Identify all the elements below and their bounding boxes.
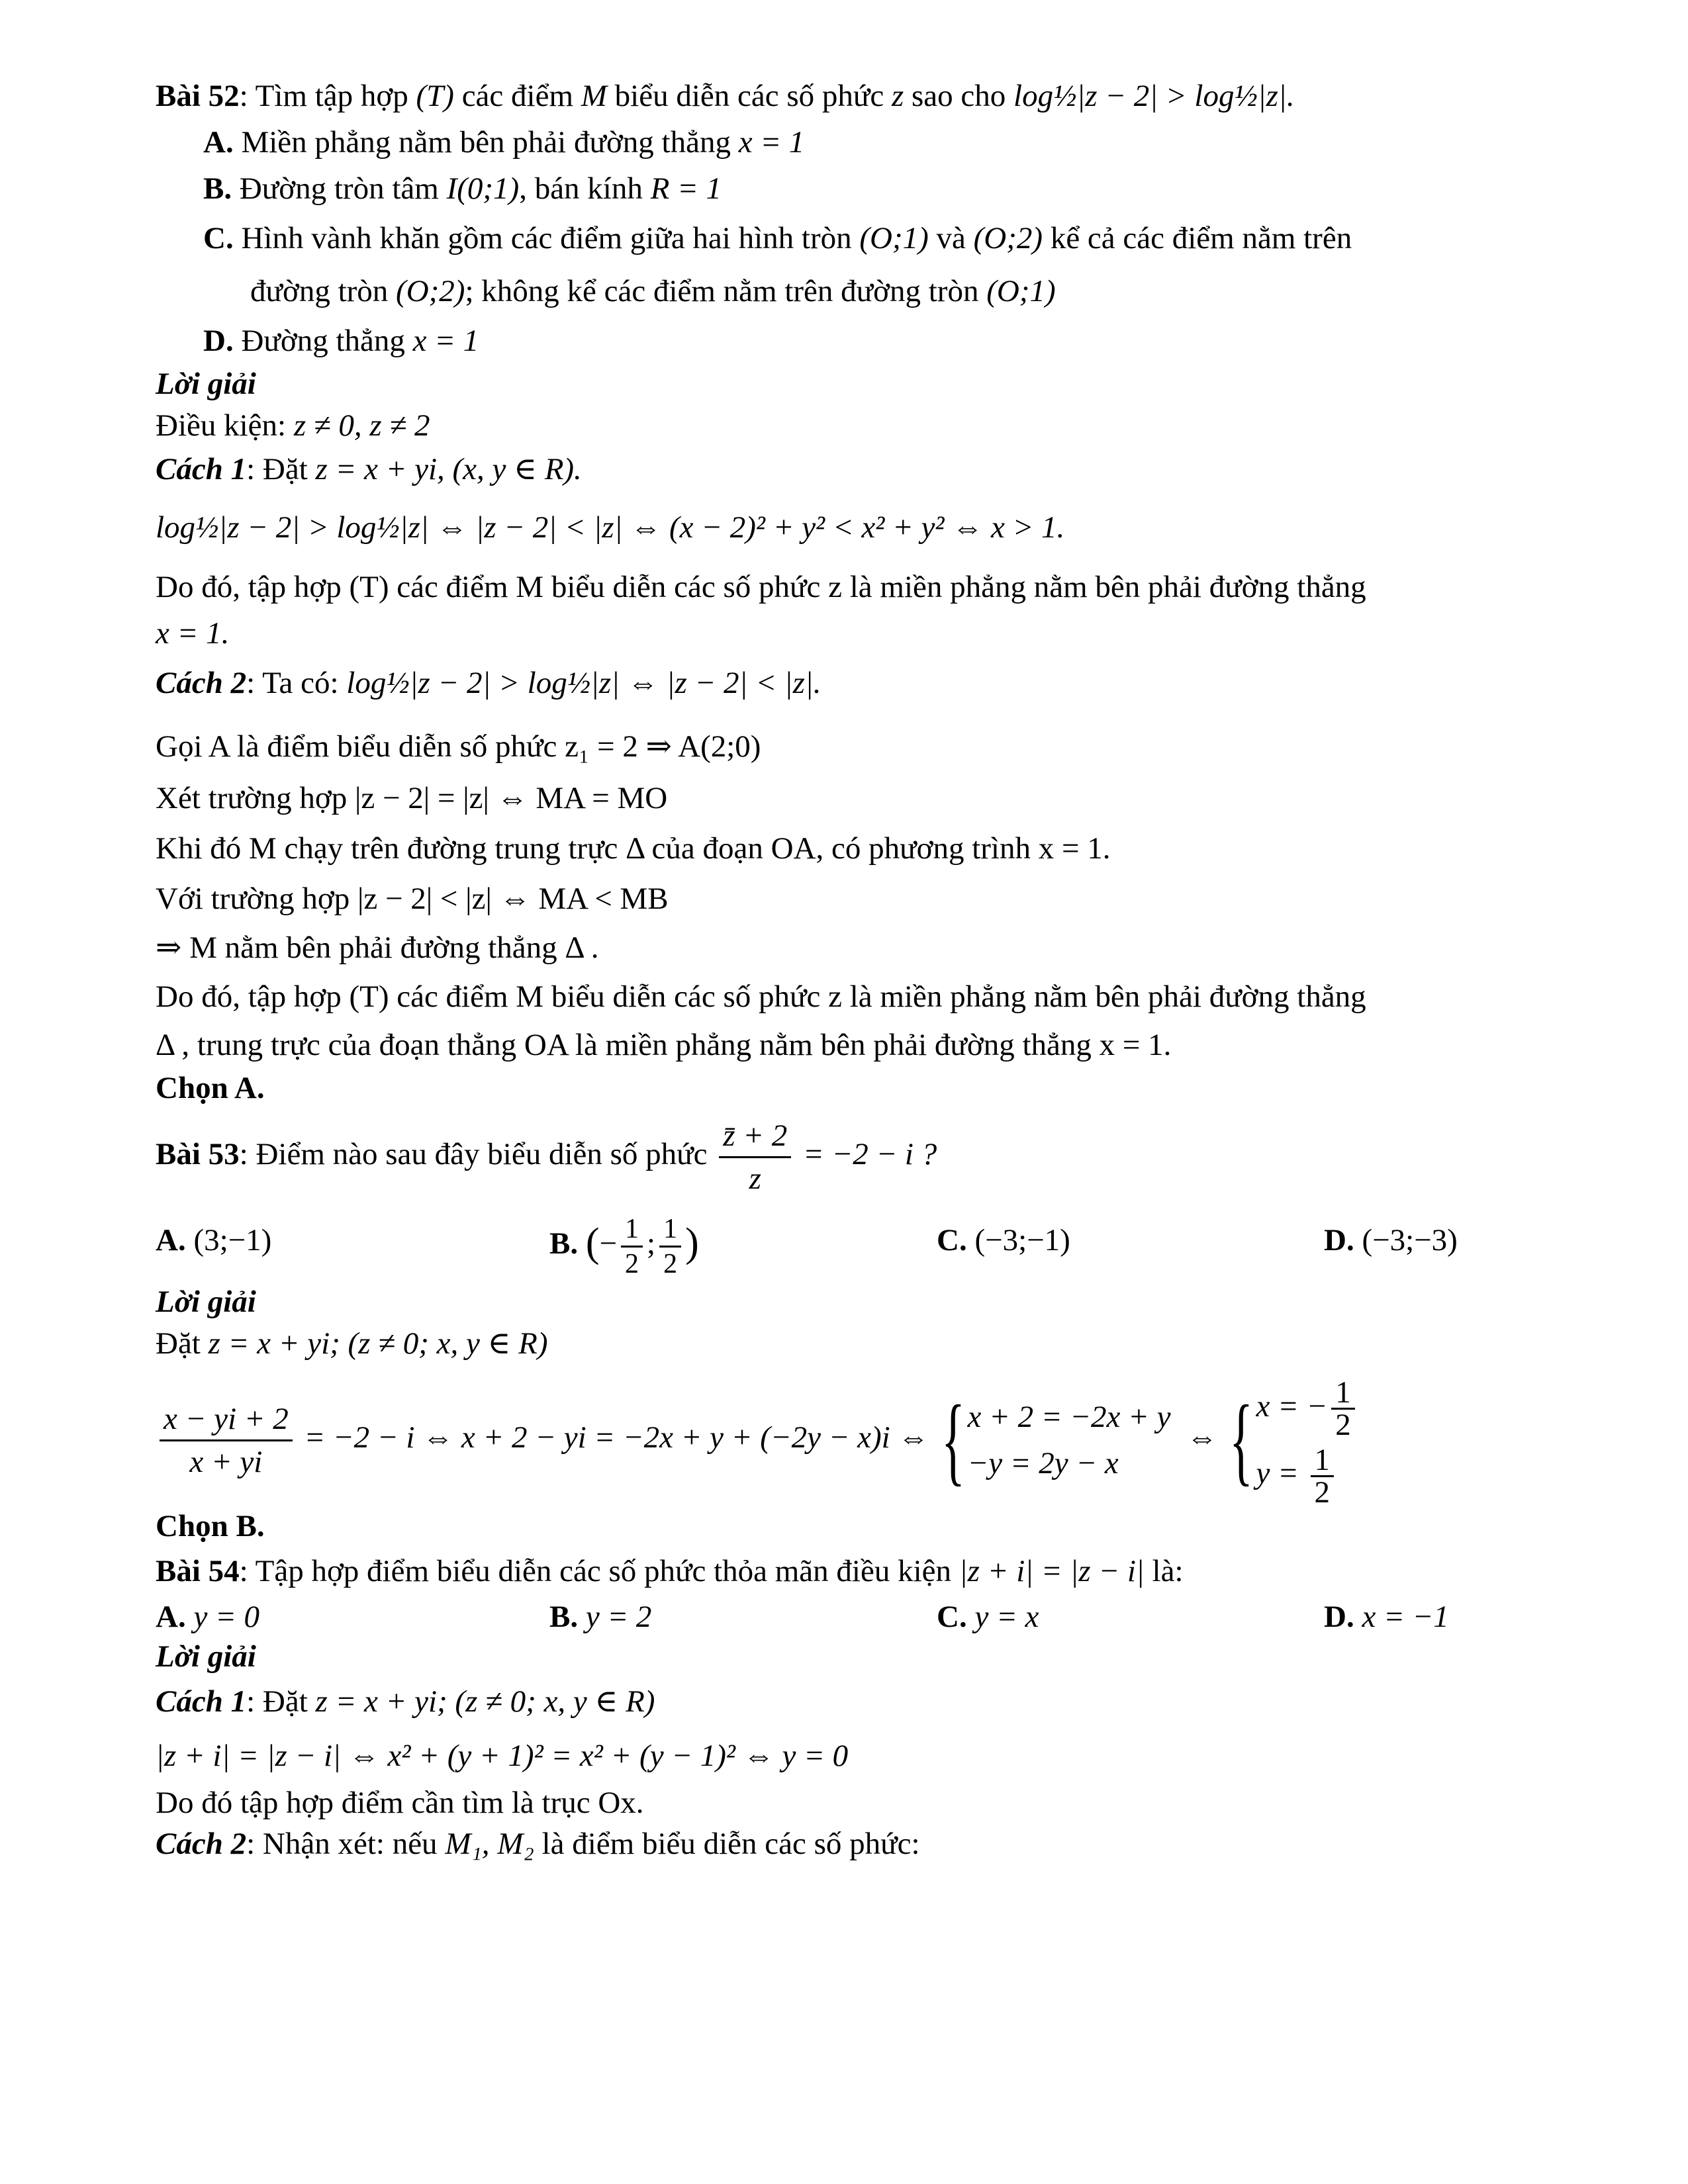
b53-question xyxy=(156,1108,1552,1201)
method-math: z = x + yi, (x, y ∈ R). xyxy=(315,452,582,486)
option-text2: và xyxy=(928,221,974,255)
option-text: Miền phẳng nằm bên phải đường thẳng xyxy=(233,125,739,159)
b54-method2 xyxy=(156,1822,1552,1866)
b53-answer xyxy=(156,1506,1552,1547)
b52-step7 xyxy=(156,1022,1552,1068)
b52-method2 xyxy=(156,657,1552,720)
equiv-sign: ⇔ xyxy=(1186,1420,1218,1455)
b52-question xyxy=(156,73,1552,119)
left-brace: { xyxy=(941,1385,965,1496)
answer-choice: Chọn A. xyxy=(156,1071,265,1105)
condition-label: Điều kiện: xyxy=(156,408,294,443)
method-text: : Đặt xyxy=(246,452,316,486)
b53-b-frac2 xyxy=(659,1212,681,1281)
b54-method1 xyxy=(156,1675,1552,1728)
solution-x-label: x = − xyxy=(1256,1388,1328,1424)
paren-open: ( xyxy=(585,1220,600,1265)
fraction-numerator: z̄ + 2 xyxy=(719,1115,791,1158)
b54-option-d xyxy=(1324,1596,1449,1638)
solution-x-frac xyxy=(1331,1375,1355,1443)
solution-y-frac xyxy=(1311,1442,1335,1510)
system-row: x + 2 = −2x + y xyxy=(967,1400,1171,1435)
option-label: B. xyxy=(549,1226,579,1261)
b52-q-M: M xyxy=(581,79,607,113)
b52-method1-equation xyxy=(156,491,1552,564)
option-label: A. xyxy=(156,1600,186,1634)
b52-q-text: : Tìm tập hợp xyxy=(239,79,416,113)
option-text3: kể cả các điểm nằm trên xyxy=(1043,221,1352,255)
minus-sign: − xyxy=(599,1226,618,1261)
equation: |z + i| = |z − i| ⇔ x² + (y + 1)² = x² + (y − 1)² ⇔ y = 0 xyxy=(156,1739,849,1773)
document-page xyxy=(156,73,1552,1866)
b53-title: Bài 53 xyxy=(156,1137,240,1171)
fraction-numerator: x − yi + 2 xyxy=(160,1398,293,1441)
b53-option-d xyxy=(1324,1201,1458,1280)
option-value: (−3;−3) xyxy=(1362,1223,1458,1257)
b52-option-b xyxy=(156,165,1552,212)
method-math: log½|z − 2| > log½|z| ⇔ |z − 2| < |z|. xyxy=(346,666,821,700)
method-text: : Ta có: xyxy=(246,666,347,700)
method-math: z = x + yi; (z ≠ 0; x, y ∈ R) xyxy=(315,1684,655,1719)
b52-answer xyxy=(156,1068,1552,1108)
left-brace: { xyxy=(1229,1385,1254,1496)
solution-x xyxy=(1256,1373,1358,1441)
option-value: x = −1 xyxy=(1362,1600,1449,1634)
option-label: D. xyxy=(1324,1223,1354,1257)
option-math2: R = 1 xyxy=(650,171,722,206)
b52-q-z: z xyxy=(891,79,904,113)
b54-option-a xyxy=(156,1596,259,1638)
option-label: A. xyxy=(203,125,234,159)
setup-text: Đặt xyxy=(156,1326,209,1361)
b52-step3 xyxy=(156,823,1552,874)
option-math2: (O;2) xyxy=(973,221,1043,255)
fraction-denominator: 2 xyxy=(625,1248,639,1279)
b54-equation xyxy=(156,1728,1552,1784)
b54-q-end: là: xyxy=(1144,1554,1184,1588)
b52-solution-heading xyxy=(156,364,1552,404)
b52-q-T: (T) xyxy=(416,79,454,113)
b54-solution-heading xyxy=(156,1638,1552,1675)
fraction-numerator: 1 xyxy=(1331,1377,1355,1410)
b54-conclusion xyxy=(156,1784,1552,1822)
option-value: y = 0 xyxy=(193,1600,260,1634)
option-text2: , bán kính xyxy=(519,171,651,206)
b52-method1-conclusion xyxy=(156,564,1552,610)
step-text: Với trường hợp |z − 2| < |z| ⇔ MA < MB xyxy=(156,882,669,916)
b53-lhs-fraction xyxy=(160,1398,293,1482)
b52-option-c xyxy=(156,212,1552,265)
method-label: Cách 2 xyxy=(156,666,247,700)
option-math2: (O;1) xyxy=(986,274,1056,308)
step-text: Gọi A là điểm biểu diễn số phức z₁ = 2 ⇒ A(2;0) xyxy=(156,729,761,764)
b52-method1-conclusion-cont xyxy=(156,610,1552,657)
option-text: Hình vành khăn gồm các điểm giữa hai hình tròn xyxy=(233,221,860,255)
b52-q-expression: log½|z − 2| > log½|z|. xyxy=(1013,79,1295,113)
option-label: D. xyxy=(1324,1600,1354,1634)
option-text2: ; không kể các điểm nằm trên đường tròn xyxy=(465,274,987,308)
method-text: : Đặt xyxy=(246,1684,316,1719)
b54-question xyxy=(156,1547,1552,1596)
option-math: (O;1) xyxy=(859,221,929,255)
b52-step1 xyxy=(156,720,1552,773)
b54-options xyxy=(156,1596,1552,1638)
b52-step2 xyxy=(156,773,1552,823)
b52-condition xyxy=(156,404,1552,447)
conclusion-text: Do đó tập hợp điểm cần tìm là trục Ox. xyxy=(156,1786,644,1820)
b54-option-c xyxy=(937,1596,1039,1638)
conclusion-text: Do đó, tập hợp (T) các điểm M biểu diễn các số phức z là miền phẳng nằm bên phải đường thẳng xyxy=(156,570,1366,604)
option-math: x = 1 xyxy=(412,324,479,358)
option-value: y = x xyxy=(974,1600,1039,1634)
b52-q-text3: biểu diễn các số phức xyxy=(606,79,892,113)
b54-q-text: : Tập hợp điểm biểu diễn các số phức thỏa mãn điều kiện xyxy=(239,1554,959,1588)
paren-close: ) xyxy=(685,1220,699,1265)
b54-option-b xyxy=(549,1596,651,1638)
option-value: (−3;−1) xyxy=(974,1223,1070,1257)
b53-options xyxy=(156,1201,1552,1280)
step-text: Do đó, tập hợp (T) các điểm M biểu diễn các số phức z là miền phẳng nằm bên phải đường thẳng xyxy=(156,979,1366,1014)
solution-y xyxy=(1256,1440,1358,1508)
option-text: Đường thẳng xyxy=(233,324,413,358)
option-text: đường tròn xyxy=(250,274,397,308)
conclusion-math: x = 1. xyxy=(156,616,230,651)
step-text: Xét trường hợp |z − 2| = |z| ⇔ MA = MO xyxy=(156,781,668,815)
b53-solution-heading xyxy=(156,1280,1552,1324)
solution-heading: Lời giải xyxy=(156,1285,256,1319)
fraction-denominator: 2 xyxy=(1335,1408,1351,1443)
b53-q-text: : Điểm nào sau đây biểu diễn số phức xyxy=(239,1137,716,1171)
b52-q-text2: các điểm xyxy=(453,79,581,113)
equation: log½|z − 2| > log½|z| ⇔ |z − 2| < |z| ⇔ (x − 2)² + y² < x² + y² ⇔ x > 1. xyxy=(156,510,1065,545)
b53-q-fraction xyxy=(719,1115,791,1199)
fraction-denominator: z xyxy=(749,1161,761,1196)
b52-option-a xyxy=(156,119,1552,165)
fraction-numerator: 1 xyxy=(1311,1445,1335,1477)
solution-heading: Lời giải xyxy=(156,1639,256,1674)
fraction-numerator: 1 xyxy=(621,1212,643,1248)
b53-derivation xyxy=(156,1370,1552,1510)
option-value: (3;−1) xyxy=(193,1223,272,1257)
option-label: C. xyxy=(937,1223,967,1257)
fraction-denominator: 2 xyxy=(1314,1475,1331,1510)
step-text: Khi đó M chạy trên đường trung trực Δ của đoạn OA, có phương trình x = 1. xyxy=(156,831,1111,866)
b53-equation: = −2 − i ⇔ x + 2 − yi = −2x + y + (−2y − x)i ⇔ xyxy=(296,1420,929,1455)
method-label: Cách 2 xyxy=(156,1827,247,1861)
solution-y-label: y = xyxy=(1256,1456,1307,1491)
option-label: A. xyxy=(156,1223,186,1257)
b52-step4 xyxy=(156,874,1552,924)
b53-b-frac1 xyxy=(621,1212,643,1281)
b53-solution-system xyxy=(1256,1373,1358,1508)
option-label: B. xyxy=(203,171,232,206)
b52-option-d xyxy=(156,318,1552,364)
b53-option-b: B. (− $\frac{1}{2}$ ; $\frac{1}{2}$ ) xyxy=(549,1213,699,1279)
b53-option-a xyxy=(156,1201,271,1280)
method-label: Cách 1 xyxy=(156,1684,247,1719)
b52-title: Bài 52 xyxy=(156,79,240,113)
fraction-denominator: 2 xyxy=(663,1248,678,1279)
setup-math: z = x + yi; (z ≠ 0; x, y ∈ R) xyxy=(208,1326,548,1361)
b53-option-c xyxy=(937,1201,1070,1280)
option-math: x = 1 xyxy=(738,125,805,159)
method-math: M₁, M₂ xyxy=(445,1827,534,1861)
step-text: ⇒ M nằm bên phải đường thẳng Δ . xyxy=(156,931,599,965)
option-label: B. xyxy=(549,1600,579,1634)
option-label: C. xyxy=(937,1600,967,1634)
option-math: (O;2) xyxy=(396,274,465,308)
b52-q-text4: sao cho xyxy=(904,79,1014,113)
option-label: D. xyxy=(203,324,234,358)
fraction-denominator: x + yi xyxy=(189,1444,263,1479)
b52-method1 xyxy=(156,447,1552,491)
b52-step5 xyxy=(156,924,1552,972)
method-label: Cách 1 xyxy=(156,452,247,486)
answer-choice: Chọn B. xyxy=(156,1509,265,1543)
b54-title: Bài 54 xyxy=(156,1554,240,1588)
option-math: I(0;1) xyxy=(446,171,520,206)
b52-step6 xyxy=(156,972,1552,1022)
option-label: C. xyxy=(203,221,234,255)
system-row: −y = 2y − x xyxy=(967,1446,1119,1481)
b53-q-rhs: = −2 − i ? xyxy=(795,1137,937,1171)
step-text: Δ , trung trực của đoạn thẳng OA là miền phẳng nằm bên phải đường thẳng x = 1. xyxy=(156,1028,1172,1062)
solution-heading: Lời giải xyxy=(156,367,256,401)
b53-setup xyxy=(156,1324,1552,1370)
option-text: Đường tròn tâm xyxy=(232,171,447,206)
method-text: : Nhận xét: nếu xyxy=(246,1827,445,1861)
b52-option-c-cont xyxy=(156,265,1552,318)
option-value: y = 2 xyxy=(585,1600,652,1634)
method-text2: là điểm biểu diễn các số phức: xyxy=(534,1827,920,1861)
condition-math: z ≠ 0, z ≠ 2 xyxy=(293,408,430,443)
fraction-numerator: 1 xyxy=(659,1212,681,1248)
b53-system xyxy=(968,1394,1171,1486)
b54-q-math: |z + i| = |z − i| xyxy=(959,1554,1145,1588)
